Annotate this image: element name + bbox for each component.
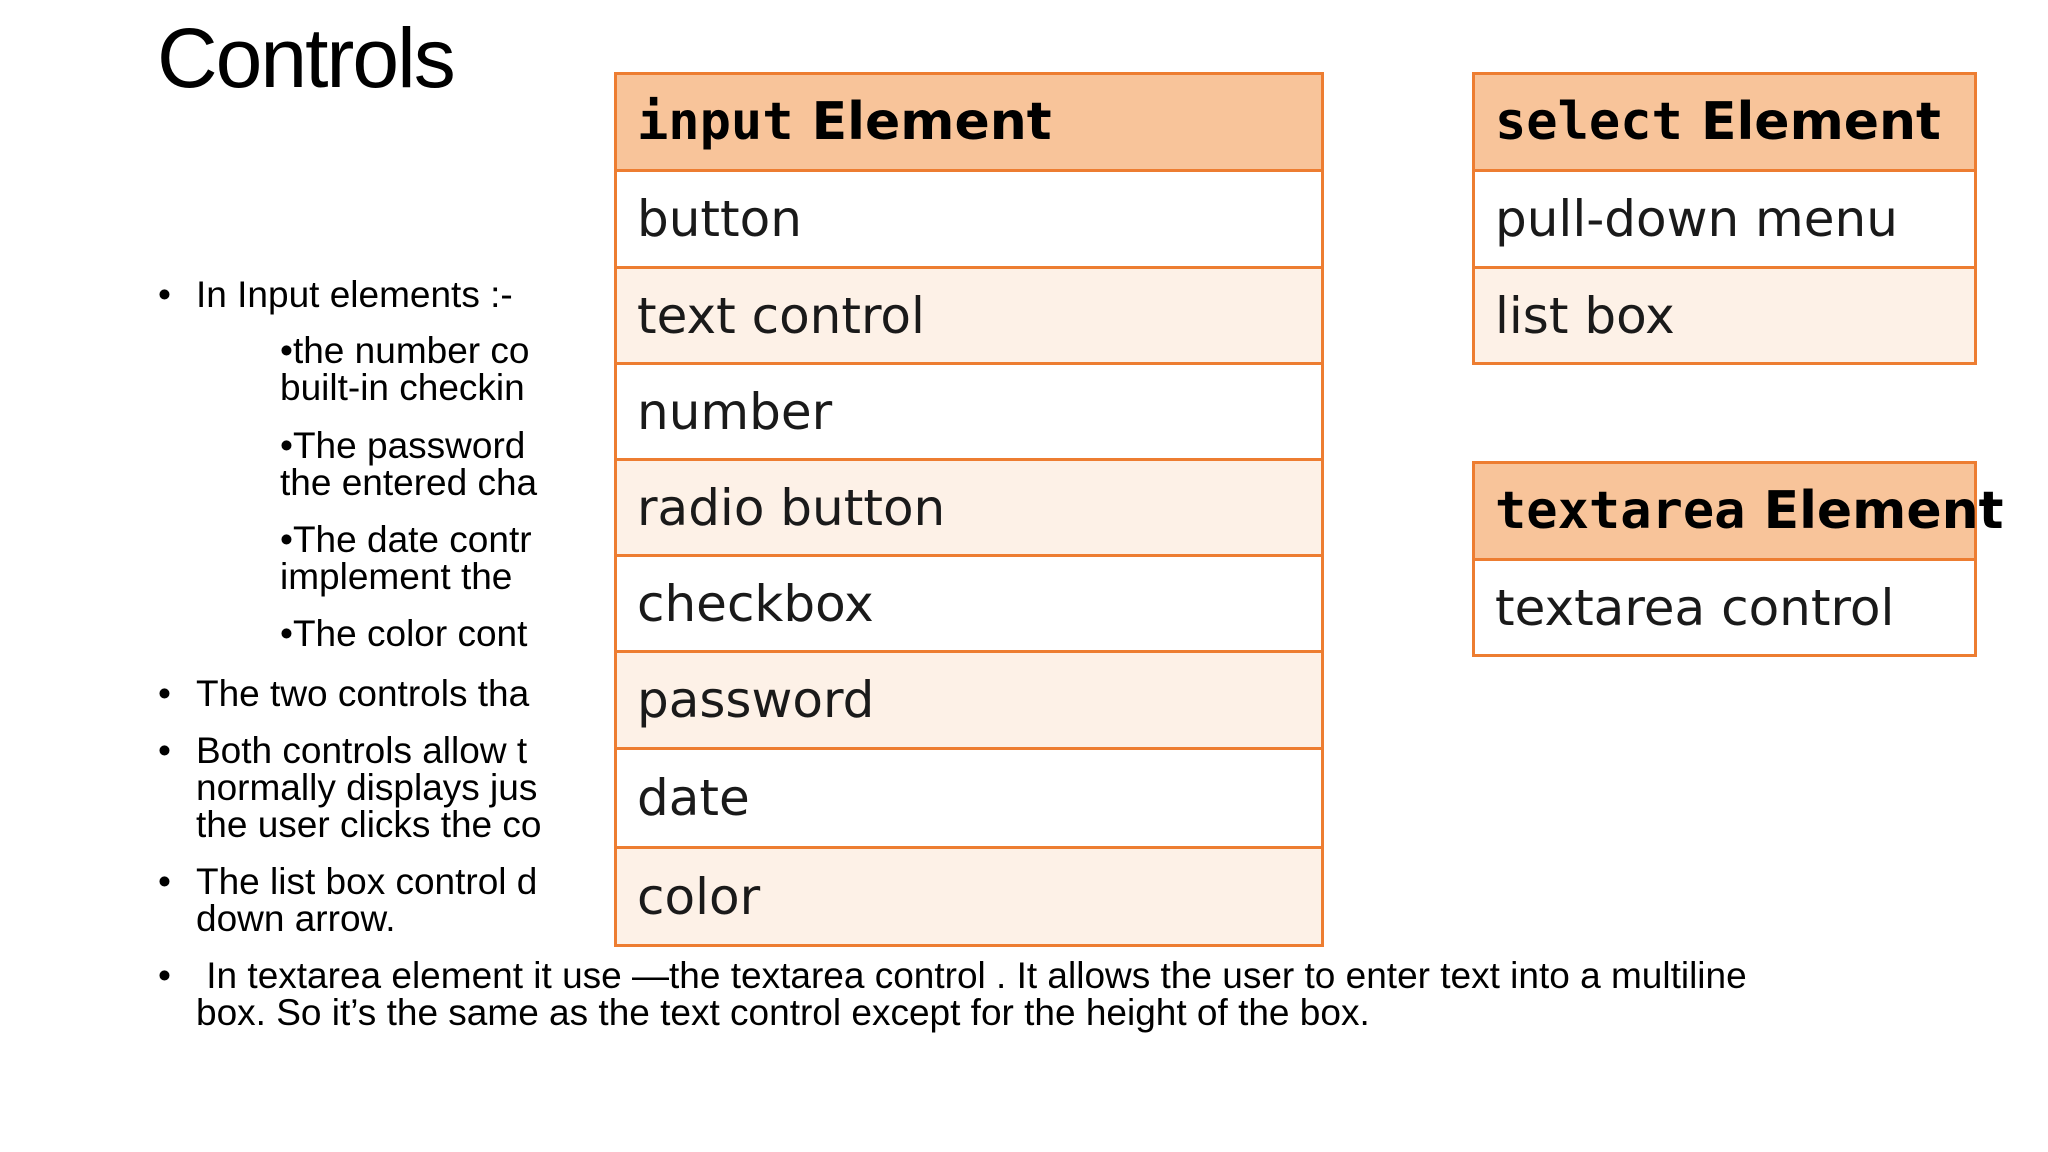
table-header-row bbox=[616, 74, 1323, 171]
bullet-list-box-clip bbox=[196, 863, 550, 903]
header-code: select bbox=[1495, 92, 1683, 152]
table-header-row bbox=[1474, 74, 1976, 171]
bullet-marker: • bbox=[158, 730, 171, 771]
table-row bbox=[616, 652, 1323, 749]
bullet-textarea: In textarea element it use —the textarea control . It allows the user to enter text into a multiline bbox=[196, 955, 1747, 996]
sub-bullet-number: •the number co bbox=[280, 330, 530, 371]
table-row bbox=[616, 364, 1323, 460]
sub-bullet-color: •The color cont bbox=[280, 613, 528, 654]
sub-bullet-color-clip bbox=[280, 615, 550, 655]
textarea-element-table bbox=[1472, 461, 2004, 657]
bullet-list-box-cont: down arrow. bbox=[196, 898, 396, 939]
table-row bbox=[616, 460, 1323, 556]
table-cell: password bbox=[616, 652, 1323, 749]
table-row bbox=[1474, 560, 1976, 656]
table-cell: number bbox=[616, 364, 1323, 460]
table-row bbox=[616, 848, 1323, 946]
bullet-both-controls-cont1: normally displays jus bbox=[196, 767, 538, 808]
table-cell: radio button bbox=[616, 460, 1323, 556]
table-cell: list box bbox=[1474, 268, 1976, 364]
sub-bullets bbox=[280, 330, 550, 597]
bullet-two-controls-clip bbox=[196, 675, 550, 715]
bullet-marker: • bbox=[158, 673, 171, 714]
bullet-input-elements: In Input elements :- bbox=[196, 274, 513, 315]
table-cell: pull-down menu bbox=[1474, 171, 1976, 268]
textarea-table-header bbox=[1474, 463, 2004, 560]
bullet-both-controls-cont2: the user clicks the co bbox=[196, 804, 542, 845]
table-row bbox=[1474, 171, 1976, 268]
sub-bullet-date-cont: implement the bbox=[280, 556, 513, 597]
table-cell: date bbox=[616, 749, 1323, 848]
table-cell: button bbox=[616, 171, 1323, 268]
header-word: Element bbox=[811, 92, 1052, 152]
slide-title: Controls bbox=[157, 11, 454, 105]
bullet-marker: • bbox=[158, 955, 171, 996]
table-cell: color bbox=[616, 848, 1323, 946]
input-table-header bbox=[616, 74, 1323, 171]
table-row bbox=[616, 171, 1323, 268]
table-row bbox=[1474, 268, 1976, 364]
table-cell: checkbox bbox=[616, 556, 1323, 652]
input-element-table bbox=[614, 72, 1324, 947]
table-cell: textarea control bbox=[1474, 560, 1976, 656]
table-row bbox=[616, 556, 1323, 652]
header-code: input bbox=[637, 92, 794, 152]
sub-bullet-password-cont: the entered cha bbox=[280, 462, 538, 503]
header-code: textarea bbox=[1495, 481, 1746, 541]
table-header-row bbox=[1474, 463, 1976, 560]
bullet-textarea-cont: box. So it’s the same as the text control except for the height of the box. bbox=[196, 992, 1370, 1033]
table-row bbox=[616, 749, 1323, 848]
header-word: Element bbox=[1763, 481, 2004, 541]
bullet-two-controls: The two controls tha bbox=[196, 673, 530, 714]
sub-bullet-password: •The password bbox=[280, 425, 526, 466]
header-word: Element bbox=[1700, 92, 1941, 152]
select-element-table bbox=[1472, 72, 1977, 365]
bullet-marker: • bbox=[158, 274, 171, 315]
table-row bbox=[616, 268, 1323, 364]
bullet-list-box: The list box control d bbox=[196, 861, 538, 902]
select-table-header bbox=[1474, 74, 1976, 171]
sub-bullet-date: •The date contr bbox=[280, 519, 532, 560]
bullet-both-controls-clip bbox=[196, 732, 550, 847]
bullet-both-controls: Both controls allow t bbox=[196, 730, 528, 771]
bullet-marker: • bbox=[158, 861, 171, 902]
table-cell: text control bbox=[616, 268, 1323, 364]
sub-bullet-number-cont: built-in checkin bbox=[280, 367, 525, 408]
